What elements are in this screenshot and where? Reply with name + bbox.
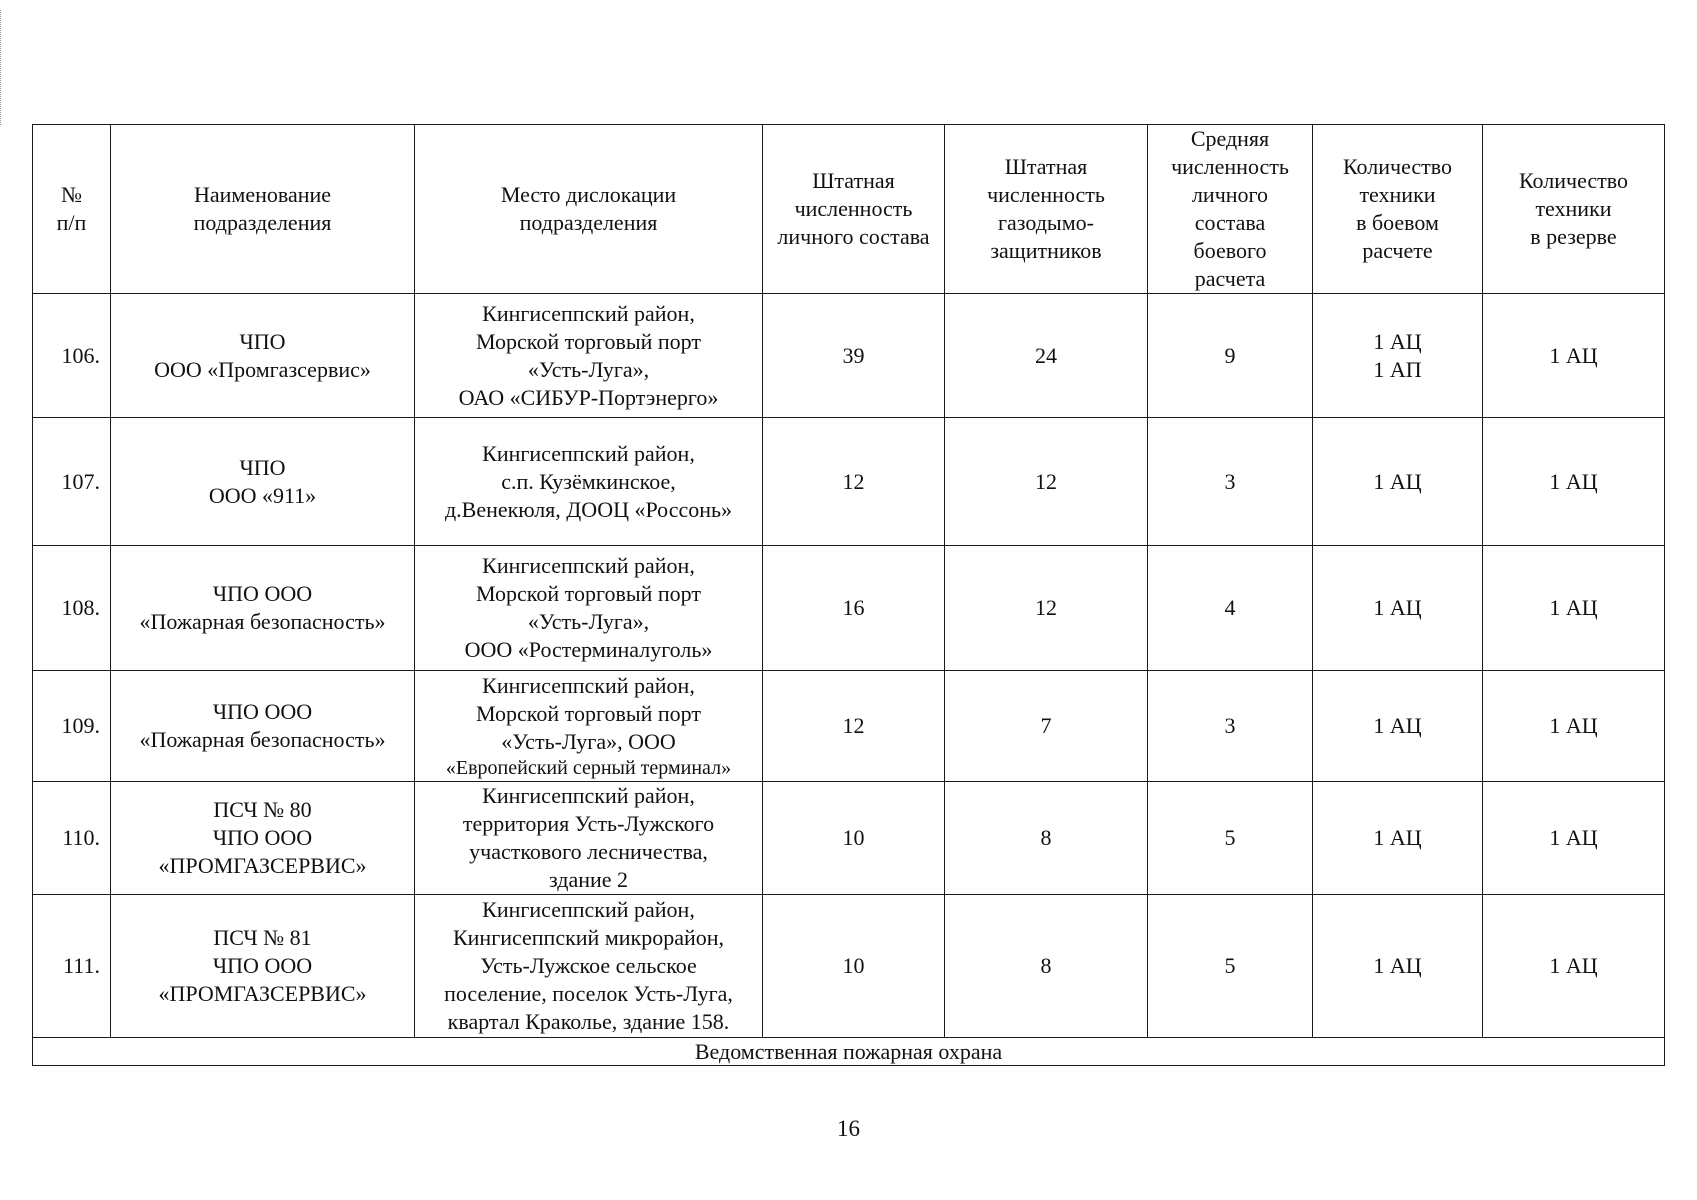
equipment-combat: 1 АЦ	[1313, 418, 1483, 546]
unit-location: Кингисеппский район, Кингисеппский микрорайон, Усть-Лужское сельское поселение, поселок Усть-Луга, квартал Краколье, здание 158.	[415, 895, 763, 1038]
equipment-reserve: 1 АЦ	[1483, 895, 1665, 1038]
avg-crew-count: 3	[1148, 418, 1313, 546]
table-row	[33, 895, 1665, 1038]
staff-count: 10	[763, 895, 945, 1038]
table-row	[33, 294, 1665, 418]
equipment-reserve: 1 АЦ	[1483, 671, 1665, 782]
unit-location: Кингисеппский район, с.п. Кузёмкинское, д.Венекюля, ДООЦ «Россонь»	[415, 418, 763, 546]
staff-count: 16	[763, 546, 945, 671]
unit-name: ЧПО ООО «911»	[111, 418, 415, 546]
avg-crew-count: 5	[1148, 782, 1313, 895]
gas-defenders-count: 8	[945, 895, 1148, 1038]
unit-location: Кингисеппский район, Морской торговый порт «Усть-Луга», ОАО «СИБУР-Портэнерго»	[415, 294, 763, 418]
avg-crew-count: 4	[1148, 546, 1313, 671]
header-number: № п/п	[33, 125, 111, 294]
equipment-combat: 1 АЦ	[1313, 671, 1483, 782]
staff-count: 12	[763, 671, 945, 782]
section-title: Ведомственная пожарная охрана	[33, 1038, 1665, 1066]
gas-defenders-count: 12	[945, 418, 1148, 546]
table-row	[33, 782, 1665, 895]
staff-count: 12	[763, 418, 945, 546]
page-number: 16	[837, 1116, 860, 1141]
row-number: 106.	[33, 294, 111, 418]
fire-units-table	[32, 124, 1665, 1066]
equipment-combat: 1 АЦ	[1313, 546, 1483, 671]
row-number: 107.	[33, 418, 111, 546]
equipment-reserve: 1 АЦ	[1483, 294, 1665, 418]
header-unit-name: Наименование подразделения	[111, 125, 415, 294]
equipment-combat: 1 АЦ	[1313, 895, 1483, 1038]
unit-location: Кингисеппский район, Морской торговый порт «Усть-Луга», ООО «Европейский серный терминал»	[415, 671, 763, 782]
gas-defenders-count: 12	[945, 546, 1148, 671]
table-row	[33, 418, 1665, 546]
scan-edge-marks	[0, 10, 4, 125]
equipment-combat: 1 АЦ 1 АП	[1313, 294, 1483, 418]
equipment-combat: 1 АЦ	[1313, 782, 1483, 895]
row-number: 109.	[33, 671, 111, 782]
header-equipment-reserve: Количество техники в резерве	[1483, 125, 1665, 294]
header-avg-crew: Средняя численность личного состава боевого расчета	[1148, 125, 1313, 294]
staff-count: 39	[763, 294, 945, 418]
unit-location: Кингисеппский район, территория Усть-Лужского участкового лесничества, здание 2	[415, 782, 763, 895]
table-row	[33, 546, 1665, 671]
avg-crew-count: 5	[1148, 895, 1313, 1038]
avg-crew-count: 3	[1148, 671, 1313, 782]
section-row	[33, 1038, 1665, 1066]
equipment-reserve: 1 АЦ	[1483, 546, 1665, 671]
unit-name: ЧПО ООО «Промгазсервис»	[111, 294, 415, 418]
header-location: Место дислокации подразделения	[415, 125, 763, 294]
row-number: 108.	[33, 546, 111, 671]
gas-defenders-count: 8	[945, 782, 1148, 895]
header-staff: Штатная численность личного состава	[763, 125, 945, 294]
table-header-row	[33, 125, 1665, 294]
staff-count: 10	[763, 782, 945, 895]
header-equipment-combat: Количество техники в боевом расчете	[1313, 125, 1483, 294]
unit-name: ЧПО ООО «Пожарная безопасность»	[111, 671, 415, 782]
gas-defenders-count: 7	[945, 671, 1148, 782]
gas-defenders-count: 24	[945, 294, 1148, 418]
row-number: 111.	[33, 895, 111, 1038]
avg-crew-count: 9	[1148, 294, 1313, 418]
row-number: 110.	[33, 782, 111, 895]
unit-name: ПСЧ № 81 ЧПО ООО «ПРОМГАЗСЕРВИС»	[111, 895, 415, 1038]
table-row	[33, 671, 1665, 782]
header-gas-defenders: Штатная численность газодымо- защитников	[945, 125, 1148, 294]
equipment-reserve: 1 АЦ	[1483, 782, 1665, 895]
unit-name: ЧПО ООО «Пожарная безопасность»	[111, 546, 415, 671]
unit-location: Кингисеппский район, Морской торговый порт «Усть-Луга», ООО «Ростерминалуголь»	[415, 546, 763, 671]
equipment-reserve: 1 АЦ	[1483, 418, 1665, 546]
unit-name: ПСЧ № 80 ЧПО ООО «ПРОМГАЗСЕРВИС»	[111, 782, 415, 895]
